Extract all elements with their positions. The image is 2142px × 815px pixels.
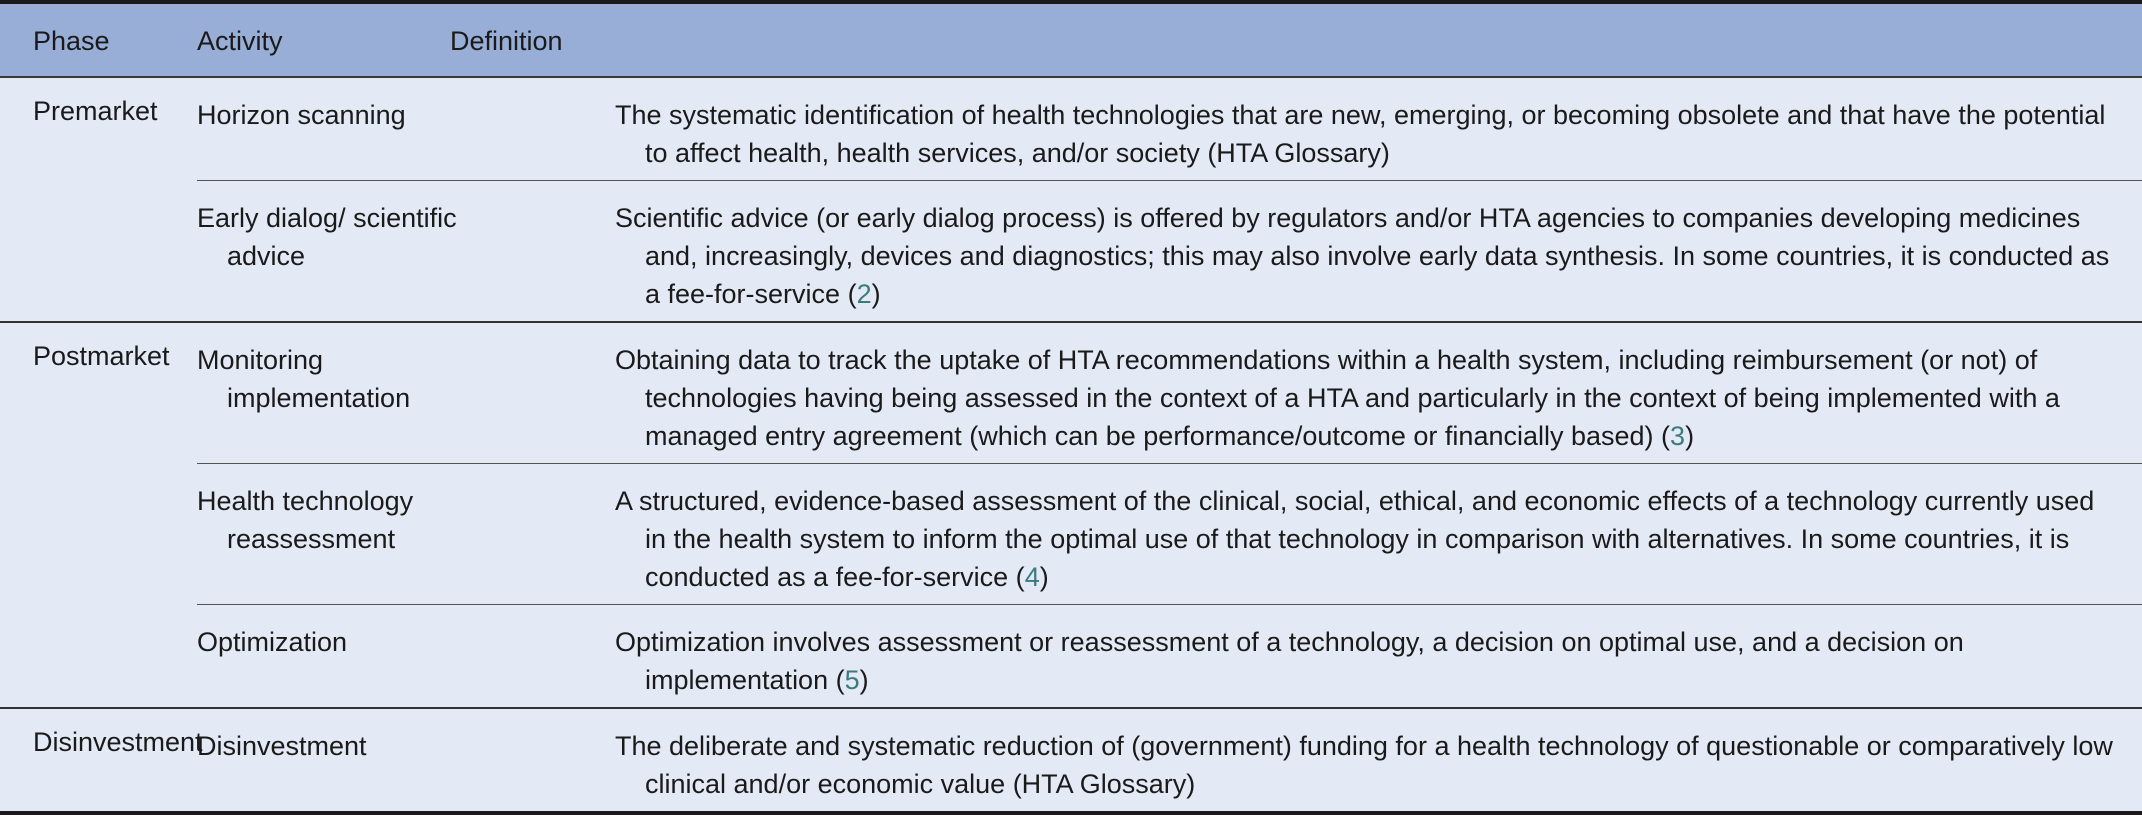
definition-text: A structured, evidence-based assessment of the clinical, social, ethical, and economic effects of a technology currently used in the health system to inform the optimal use of that technology in comparison with alternatives. In some countries, it is conducted as a fee-for-service ( <box>615 486 2095 592</box>
citation-close-paren: ) <box>1685 421 1695 451</box>
table-row <box>197 323 2142 464</box>
table-row <box>197 78 2142 181</box>
definition-text: The systematic identification of health technologies that are new, emerging, or becoming obsolete and that have the potential to affect health, health services, and/or society (HTA Glossary) <box>615 100 2106 168</box>
table-row <box>197 605 2142 707</box>
activity-cell: Health technology reassessment <box>197 486 414 554</box>
citation-close-paren: ) <box>1039 562 1049 592</box>
table-row <box>197 464 2142 605</box>
activity-cell: Early dialog/ scientific advice <box>197 203 457 271</box>
phase-cell: Disinvestment <box>33 727 203 757</box>
definition-text: Scientific advice (or early dialog process) is offered by regulators and/or HTA agencies to companies developing medicines and, increasingly, devices and diagnostics; this may also involve early data synthesis. In some countries, it is conducted as a fee-for-service ( <box>615 203 2110 309</box>
header-activity: Activity <box>197 26 283 56</box>
table-body <box>0 78 2142 815</box>
citation-link[interactable]: 3 <box>1670 421 1686 451</box>
phase-cell: Postmarket <box>33 341 170 371</box>
citation-close-paren: ) <box>871 279 881 309</box>
citation-link[interactable]: 5 <box>844 665 860 695</box>
header-definition: Definition <box>450 26 563 56</box>
header-phase: Phase <box>33 26 110 56</box>
activity-cell: Monitoring implementation <box>197 345 411 413</box>
definition-cell <box>615 605 2142 707</box>
definition-cell <box>615 78 2142 180</box>
definition-text: Optimization involves assessment or reassessment of a technology, a decision on optimal use, and a decision on implementation ( <box>615 627 1964 695</box>
phase-group <box>0 709 2142 815</box>
table-header <box>0 4 2142 78</box>
table-row <box>197 181 2142 321</box>
definition-cell <box>615 464 2142 604</box>
activity-cell: Horizon scanning <box>197 100 406 130</box>
citation-link[interactable]: 4 <box>1024 562 1040 592</box>
activity-cell: Optimization <box>197 627 348 657</box>
citation-link[interactable]: 2 <box>856 279 872 309</box>
definition-text: The deliberate and systematic reduction of (government) funding for a health technology of questionable or comparatively low clinical and/or economic value (HTA Glossary) <box>615 731 2113 799</box>
definition-cell <box>615 181 2142 321</box>
definition-cell <box>615 323 2142 463</box>
phase-group <box>0 323 2142 709</box>
definition-text: Obtaining data to track the uptake of HTA recommendations within a health system, including reimbursement (or not) of technologies having being assessed in the context of a HTA and particularly in the context of being implemented with a managed entry agreement (which can be performance/outcome or financially based) ( <box>615 345 2060 451</box>
activity-cell: Disinvestment <box>197 731 367 761</box>
citation-close-paren: ) <box>859 665 869 695</box>
phase-group <box>0 78 2142 323</box>
phase-cell: Premarket <box>33 96 158 126</box>
